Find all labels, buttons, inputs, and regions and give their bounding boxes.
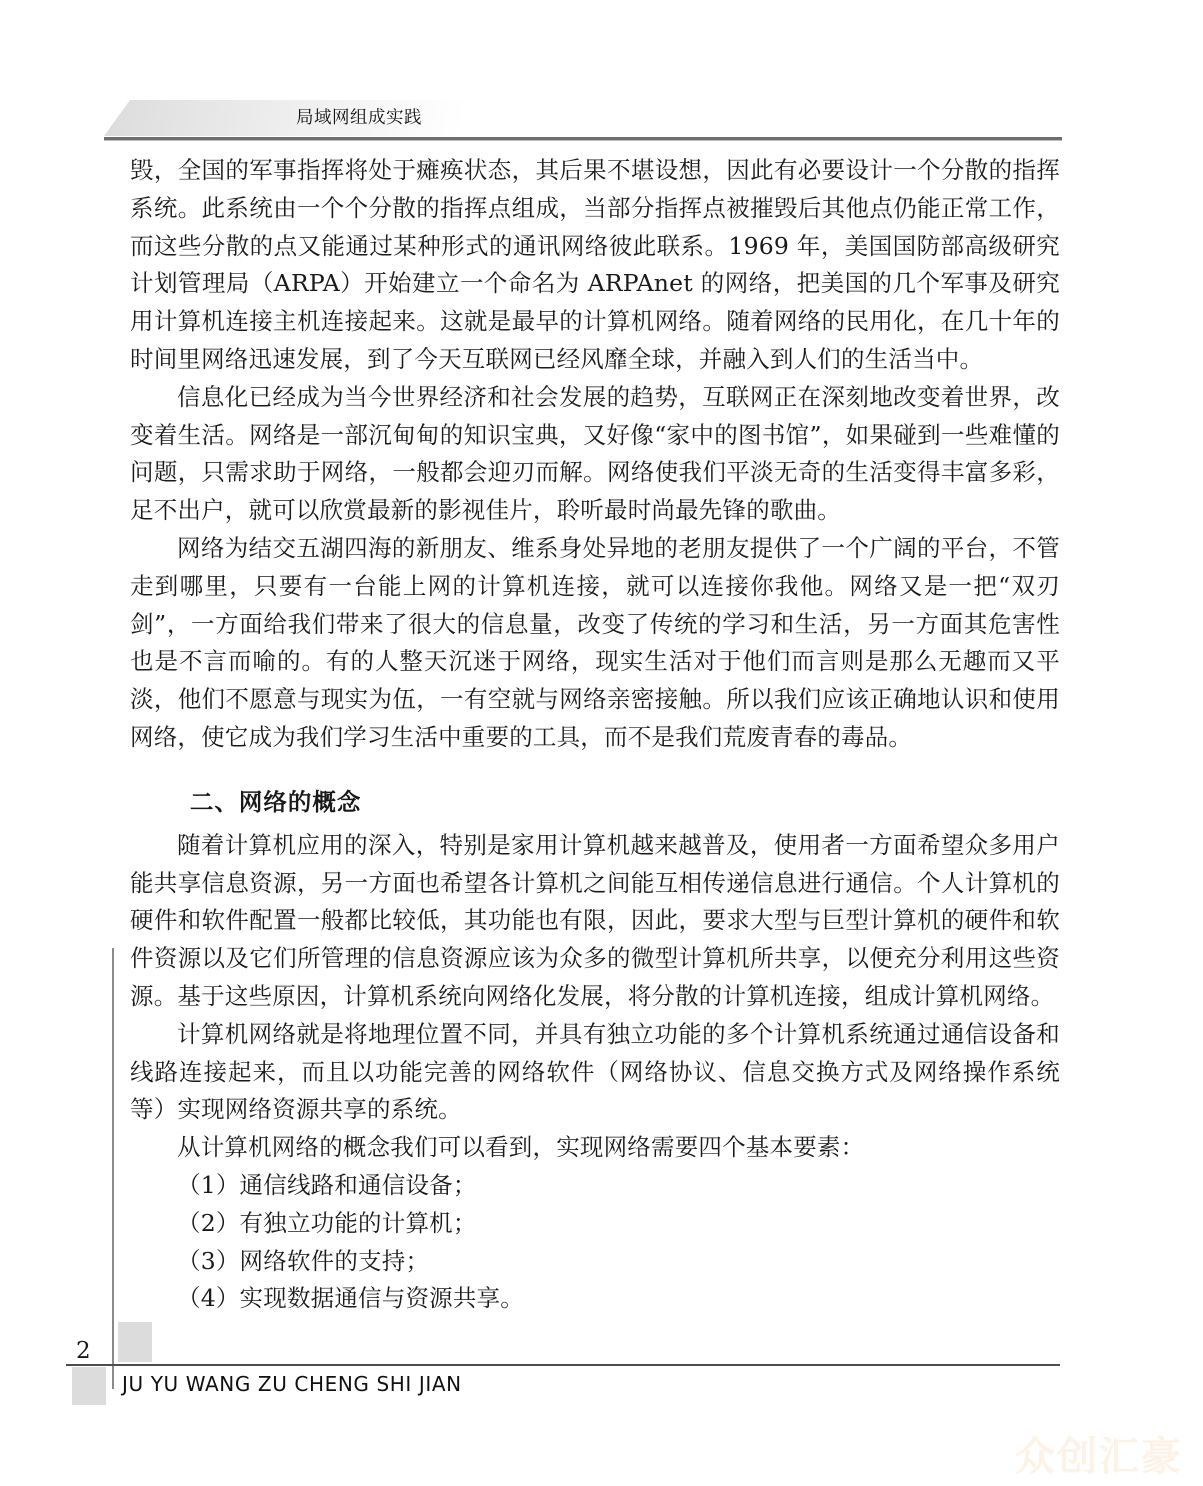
paragraph: 计算机网络就是将地理位置不同，并具有独立功能的多个计算机系统通过通信设备和线路连接起来，而且以功能完善的网络软件（网络协议、信息交换方式及网络操作系统等）实现网络资源共享的系统。 (130, 1019, 1060, 1124)
page-footer (0, 1318, 1203, 1438)
footer-decorative-square-top (118, 1322, 152, 1362)
page-title: 局域网组成实践 (296, 108, 422, 128)
document-body (130, 152, 1060, 1318)
paragraph: 从计算机网络的概念我们可以看到，实现网络需要四个基本要素： (177, 1133, 865, 1162)
page-header (0, 100, 1203, 150)
page-number: 2 (76, 1338, 91, 1364)
header-divider (104, 137, 1062, 141)
list-item: （2）有独立功能的计算机； (177, 1208, 477, 1237)
footer-decorative-square-bottom (72, 1367, 106, 1405)
paragraph: 网络为结交五湖四海的新朋友、维系身处异地的老朋友提供了一个广阔的平台，不管走到哪里，只要有一台能上网的计算机连接，就可以连接你我他。网络又是一把“双刃剑”，一方面给我们带来了很大的信息量，改变了传统的学习和生活，另一方面其危害性也是不言而喻的。有的人整天沉迷于网络，现实生活对于他们而言则是那么无趣而又平淡，他们不愿意与现实为伍，一有空就与网络亲密接触。所以我们应该正确地认识和使用网络，使它成为我们学习生活中重要的工具，而不是我们荒废青春的毒品。 (130, 533, 1060, 751)
watermark: 众创汇豪 (1015, 1434, 1183, 1480)
paragraph: 信息化已经成为当今世界经济和社会发展的趋势，互联网正在深刻地改变着世界，改变着生活。网络是一部沉甸甸的知识宝典，又好像“家中的图书馆”，如果碰到一些难懂的问题，只需求助于网络，一般都会迎刃而解。网络使我们平淡无奇的生活变得丰富多彩，足不出户，就可以欣赏最新的影视佳片，聆听最时尚最先锋的歌曲。 (130, 382, 1060, 525)
footer-divider (66, 1364, 1060, 1366)
requirements-list (130, 1167, 1060, 1318)
list-item: （1）通信线路和通信设备； (177, 1170, 477, 1199)
list-item: （3）网络软件的支持； (177, 1246, 430, 1275)
section-heading: 二、网络的概念 (189, 787, 362, 816)
list-item: （4）实现数据通信与资源共享。 (177, 1284, 524, 1313)
paragraph: 毁，全国的军事指挥将处于瘫痪状态，其后果不堪设想，因此有必要设计一个分散的指挥系统。此系统由一个个分散的指挥点组成，当部分指挥点被摧毁后其他点仍能正常工作，而这些分散的点又能通过某种形式的通讯网络彼此联系。1969 年，美国国防部高级研究计划管理局（ARPA）开始建立一个命名为 ARPAnet 的网络，把美国的几个军事及研究用计算机连接主机连接起来。这就是最早的计算机网络。随着网络的民用化，在几十年的时间里网络迅速发展，到了今天互联网已经风靡全球，并融入到人们的生活当中。 (130, 156, 1060, 373)
footer-pinyin-title: JU YU WANG ZU CHENG SHI JIAN (122, 1372, 462, 1396)
paragraph: 随着计算机应用的深入，特别是家用计算机越来越普及，使用者一方面希望众多用户能共享信息资源，另一方面也希望各计算机之间能互相传递信息进行通信。个人计算机的硬件和软件配置一般都比较低，其功能也有限，因此，要求大型与巨型计算机的硬件和软件资源以及它们所管理的信息资源应该为众多的微型计算机所共享，以便充分利用这些资源。基于这些原因，计算机系统向网络化发展，将分散的计算机连接，组成计算机网络。 (130, 830, 1060, 1010)
